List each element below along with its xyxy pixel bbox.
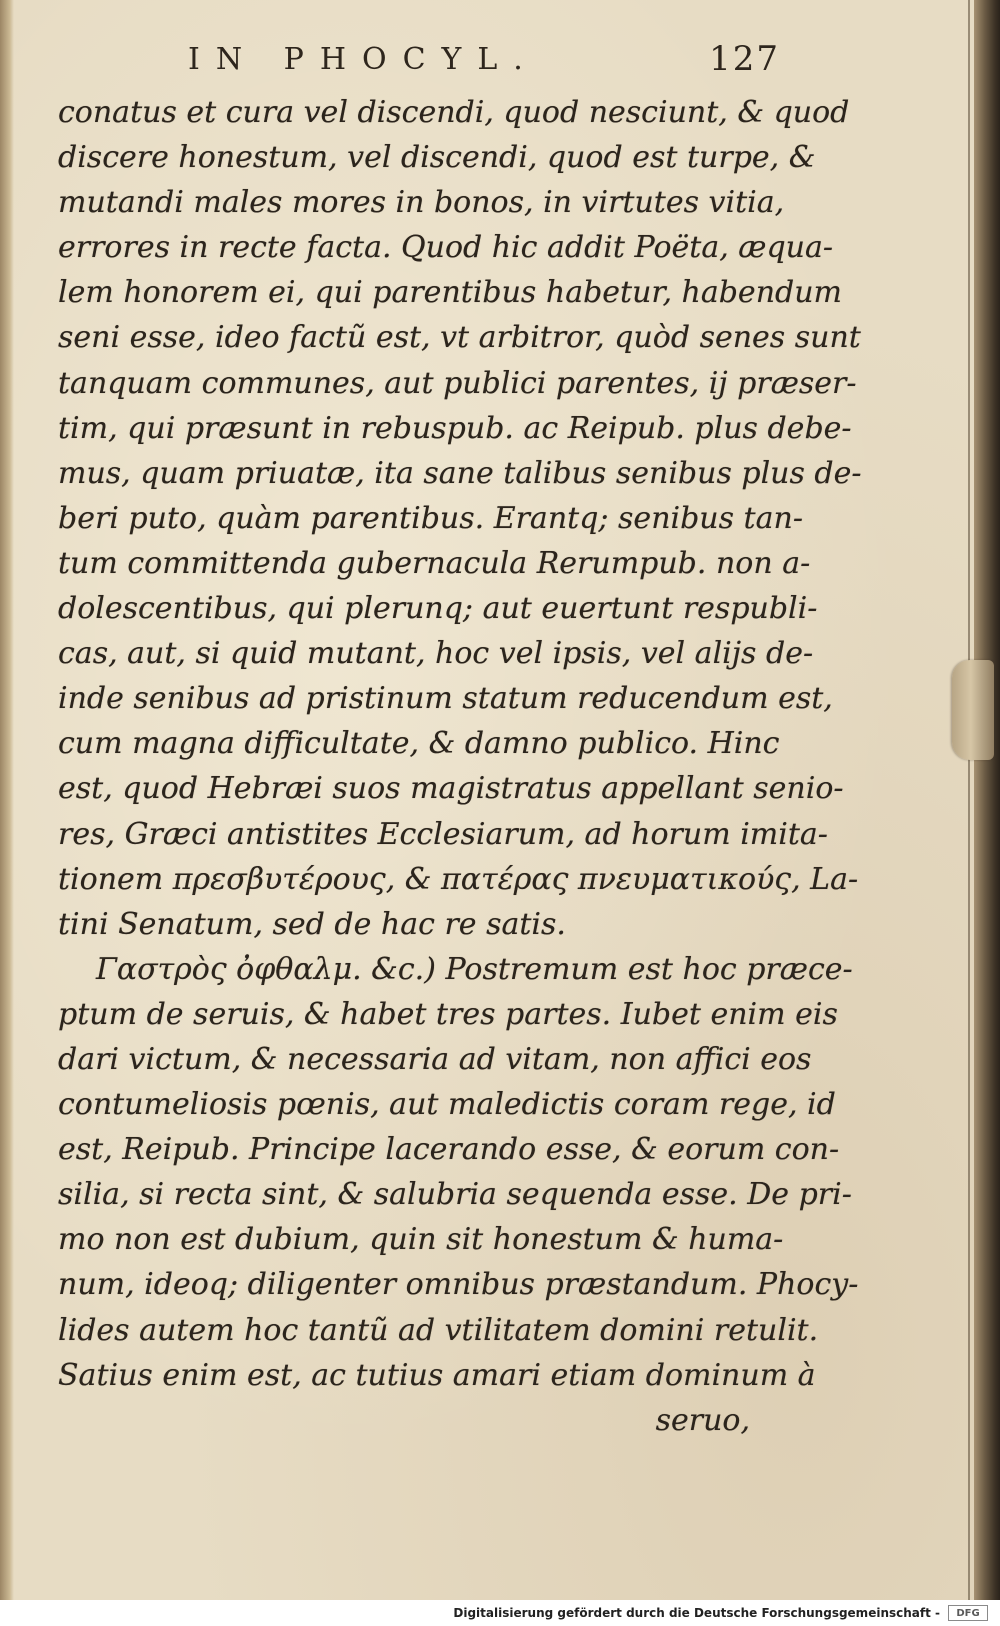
page-edge: [968, 0, 970, 1600]
text-line: seni esse, ideo factũ est, vt arbitror, quòd senes sunt: [58, 320, 861, 356]
text-line: ptum de seruis, & habet tres partes. Iubet enim eis: [58, 996, 838, 1032]
text-line: dolescentibus, qui plerunq; aut euertunt respubli-: [58, 591, 818, 627]
body-text: [58, 90, 862, 1443]
text-line: tanquam communes, aut publici parentes, ij præser-: [58, 365, 857, 401]
text-line: tum committenda gubernacula Rerumpub. non a-: [58, 545, 811, 581]
text-line: silia, si recta sint, & salubria sequenda esse. De pri-: [58, 1177, 852, 1213]
text-line: beri puto, quàm parentibus. Erantq; senibus tan-: [58, 500, 803, 536]
text-line: est, Reipub. Principe lacerando esse, & eorum con-: [58, 1132, 840, 1168]
text-line: discere honestum, vel discendi, quod est turpe, &: [58, 140, 816, 176]
running-head: [60, 36, 780, 82]
text-line: cum magna difficultate, & damno publico. Hinc: [58, 726, 780, 762]
funding-credit: Digitalisierung gefördert durch die Deutsche Forschungsgemeinschaft -: [453, 1606, 940, 1620]
text-line: res, Græci antistites Ecclesiarum, ad horum imita-: [58, 816, 828, 852]
text-line: mo non est dubium, quin sit honestum & huma-: [58, 1222, 784, 1258]
catchword: seruo,: [655, 1402, 750, 1438]
dfg-logo: DFG: [948, 1605, 988, 1621]
book-clasp: [952, 660, 994, 760]
text-line: est, quod Hebræi suos magistratus appellant senio-: [58, 771, 844, 807]
text-line: Satius enim est, ac tutius amari etiam dominum à: [58, 1357, 816, 1393]
page-number: 127: [709, 39, 780, 79]
text-line: inde senibus ad pristinum statum reducendum est,: [58, 681, 833, 717]
text-line: Γαστρὸς ὀφθαλμ. &c.) Postremum est hoc præce-: [96, 951, 853, 987]
text-line: errores in recte facta. Quod hic addit Poëta, æqua-: [58, 230, 834, 266]
text-line: dari victum, & necessaria ad vitam, non affici eos: [58, 1041, 812, 1077]
text-line: tim, qui præsunt in rebuspub. ac Reipub. plus debe-: [58, 410, 852, 446]
book-fore-edge: [974, 0, 1000, 1600]
text-line: lides autem hoc tantũ ad vtilitatem domini retulit.: [58, 1312, 819, 1348]
running-title: IN PHOCYL.: [188, 41, 539, 77]
text-line: tionem πρεσβυτέρους, & πατέρας πνευματικούς, La-: [58, 861, 859, 897]
text-line: lem honorem ei, qui parentibus habetur, habendum: [58, 275, 842, 311]
text-line: contumeliosis pœnis, aut maledictis coram rege, id: [58, 1087, 836, 1123]
binding-gutter: [0, 0, 14, 1600]
text-line: tini Senatum, sed de hac re satis.: [58, 906, 566, 942]
text-line: mutandi males mores in bonos, in virtutes vitia,: [58, 185, 785, 221]
text-line: num, ideoq; diligenter omnibus præstandum. Phocy-: [58, 1267, 859, 1303]
text-line: conatus et cura vel discendi, quod nesciunt, & quod: [58, 95, 850, 130]
text-line: mus, quam priuatæ, ita sane talibus senibus plus de-: [58, 455, 862, 491]
text-line: cas, aut, si quid mutant, hoc vel ipsis, vel alijs de-: [58, 636, 814, 672]
footer-credit: [0, 1600, 1000, 1626]
